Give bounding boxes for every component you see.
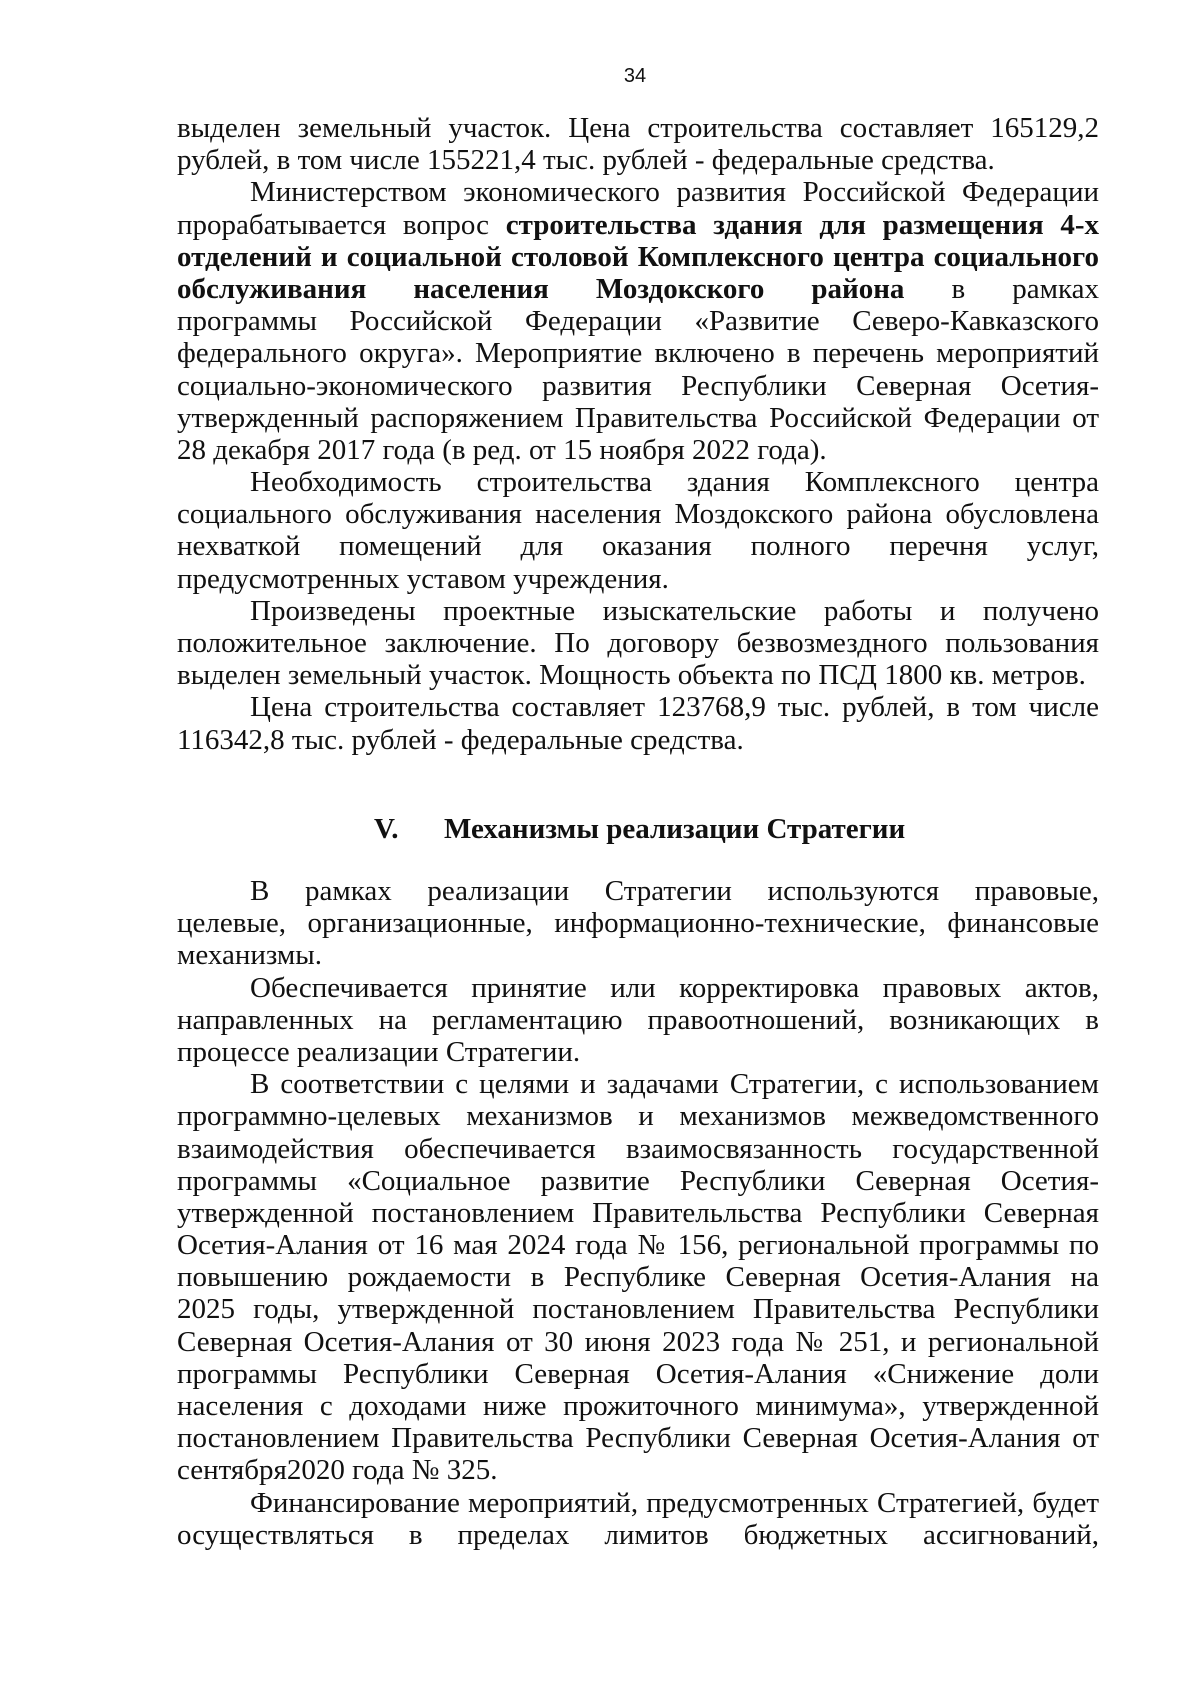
text-line: программно-целевых механизмов и механизмов межведомственного	[177, 1100, 1099, 1133]
paragraph-first-line: В рамках реализации Стратегии используются правовые,	[250, 875, 1099, 907]
section-title: Механизмы реализации Стратегии	[444, 813, 906, 845]
text-line: федерального округа». Мероприятие включено в перечень мероприятий	[177, 337, 1099, 370]
text-line: 116342,8 тыс. рублей - федеральные средства.	[177, 723, 744, 756]
section-number: V.	[374, 813, 399, 845]
paragraph-first-line: Министерством экономического развития Российской Федерации	[250, 176, 1099, 209]
text-line: программы «Социальное развитие Республики Северная Осетия-	[177, 1164, 1099, 1197]
text-line: программы Республики Северная Осетия-Алания «Снижение доли	[177, 1357, 1099, 1390]
text-line-bold	[177, 241, 1099, 273]
text-line: выделен земельный участок. Цена строительства составляет 165129,2	[177, 112, 1099, 144]
text-line: социального обслуживания населения Моздокского района обусловлена	[177, 498, 1099, 531]
text-line-with-bold	[177, 273, 1099, 305]
text-line: повышению рождаемости в Республике Северная Осетия-Алания на	[177, 1261, 1099, 1294]
text-line: процессе реализации Стратегии.	[177, 1035, 581, 1068]
paragraph-first-line: Цена строительства составляет 123768,9 тыс. рублей, в том числе	[250, 691, 1099, 724]
text-run: в рамках	[951, 272, 1099, 305]
paragraph-first-line: Необходимость строительства здания Комплексного центра	[250, 466, 1099, 499]
text-line: утвержденный распоряжением Правительства Российской Федерации от	[177, 401, 1099, 434]
paragraph-first-line: В соответствии с целями и задачами Стратегии, с использованием	[250, 1068, 1099, 1101]
text-line: сентября2020 года № 325.	[177, 1454, 498, 1487]
text-line: рублей, в том числе 155221,4 тыс. рублей - федеральные средства.	[177, 144, 995, 177]
text-line: взаимодействия обеспечивается взаимосвязанность государственной	[177, 1132, 1099, 1165]
text-line: направленных на регламентацию правоотношений, возникающих в	[177, 1003, 1099, 1036]
bold-text-run: обслуживания населения Моздокского района	[177, 272, 905, 305]
paragraph-first-line: Произведены проектные изыскательские работы и получено	[250, 594, 1099, 627]
document-body-bottom	[177, 875, 1099, 1551]
bold-text-run: строительства здания для размещения 4-х	[505, 208, 1099, 241]
text-run: прорабатывается вопрос	[177, 208, 506, 241]
paragraph-first-line: Обеспечивается принятие или корректировка правовых актов,	[250, 971, 1099, 1004]
text-line: постановлением Правительства Республики Северная Осетия-Алания от	[177, 1422, 1099, 1455]
page-number: 34	[623, 65, 647, 87]
text-line: положительное заключение. По договору безвозмездного пользования	[177, 627, 1099, 659]
text-line: Осетия-Алания от 16 мая 2024 года № 156, региональной программы по	[177, 1229, 1099, 1262]
document-body-top	[177, 112, 1099, 756]
bold-text-run: отделений и социальной столовой Комплексного центра социального	[177, 240, 1099, 273]
text-line: целевые, организационные, информационно-технические, финансовые	[177, 907, 1099, 940]
text-line-with-bold	[177, 209, 1099, 241]
section-heading	[374, 812, 905, 846]
text-line: выделен земельный участок. Мощность объекта по ПСД 1800 кв. метров.	[177, 659, 1086, 692]
text-line: утвержденной постановлением Правительльства Республики Северная	[177, 1196, 1099, 1229]
text-line: осуществляться в пределах лимитов бюджетных ассигнований,	[177, 1518, 1099, 1551]
text-line: предусмотренных уставом учреждения.	[177, 562, 669, 595]
text-line: социально-экономического развития Республики Северная Осетия-	[177, 369, 1099, 402]
text-line: 28 декабря 2017 года (в ред. от 15 ноября 2022 года).	[177, 433, 827, 466]
text-line: Северная Осетия-Алания от 30 июня 2023 года № 251, и региональной	[177, 1325, 1099, 1358]
text-line: программы Российской Федерации «Развитие Северо-Кавказского	[177, 305, 1099, 338]
text-line: 2025 годы, утвержденной постановлением Правительства Республики	[177, 1293, 1099, 1326]
text-line: механизмы.	[177, 939, 322, 972]
text-line: населения с доходами ниже прожиточного минимума», утвержденной	[177, 1390, 1099, 1422]
paragraph-first-line: Финансирование мероприятий, предусмотренных Стратегией, будет	[250, 1486, 1099, 1519]
text-line: нехваткой помещений для оказания полного перечня услуг,	[177, 530, 1099, 563]
